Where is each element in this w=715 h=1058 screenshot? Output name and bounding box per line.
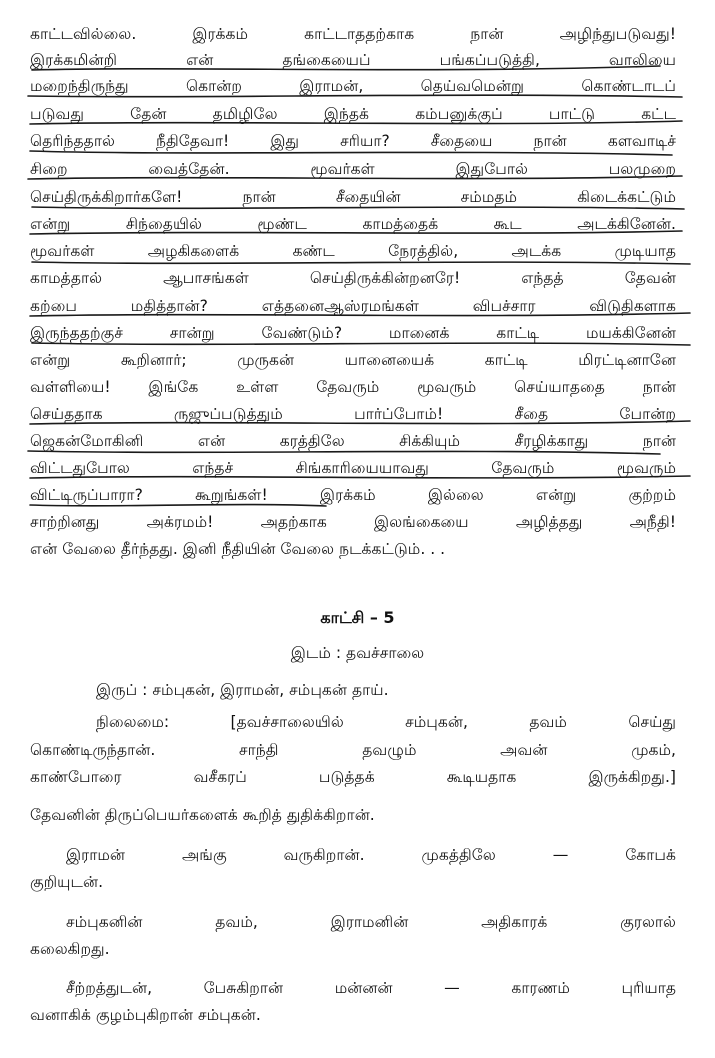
characters-present: இருப் : சம்புகன், இராமன், சம்புகன் தாய். (96, 681, 389, 699)
dialogue-line: கற்பை மதித்தான்? எத்தனைஆஸ்ரமங்கள் விபச்சார விடுதிகளாக (30, 297, 676, 315)
situation-line: காண்போரை வசீகரப் படுத்தக் கூடியதாக இருக்கிறது.] (30, 768, 676, 786)
dialogue-line: காமத்தால் ஆபாசங்கள் செய்திருக்கின்றனரே! எந்தத் தேவன் (30, 269, 676, 287)
pen-underline (28, 451, 660, 454)
dialogue-line: படுவது தேன் தமிழிலே இந்தக் கம்பனுக்குப் பாட்டு கட்ட (30, 105, 676, 123)
dialogue-line: காட்டவில்லை. இரக்கம் காட்டாததற்காக நான் அழிந்துபடுவது! (30, 25, 676, 43)
king-speaks-line: சீற்றத்துடன், பேசுகிறான் மன்னன் — காரணம் புரியாத (66, 979, 676, 997)
dialogue-line: வள்ளியை! இங்கே உள்ள தேவரும் மூவரும் செய்யாததை நான் (30, 378, 676, 396)
dialogue-line: விட்டிருப்பாரா? கூறுங்கள்! இரக்கம் இல்லை என்று குற்றம் (30, 486, 676, 504)
dialogue-line: தெரிந்ததால் நீதிதேவா! இது சரியா? சீதையை நான் களவாடிச் (30, 132, 676, 150)
dialogue-line: சிறை வைத்தேன். மூவர்கள் இதுபோல் பலமுறை (30, 160, 676, 178)
dialogue-line: என்று சிந்தையில் மூண்ட காமத்தைக் கூட அடக்கினேன். (30, 215, 676, 233)
pen-underline (32, 343, 690, 345)
pen-underline (30, 151, 672, 155)
praise-line: தேவனின் திருப்பெயர்களைக் கூறித் துதிக்கிறான். (30, 806, 375, 824)
king-speaks-line: வனாகிக் குழம்புகிறான் சம்புகன். (30, 1006, 261, 1024)
dialogue-line: இருந்ததற்குச் சான்று வேண்டும்? மானைக் காட்டி மயக்கினேன் (30, 324, 676, 342)
dialogue-line: சாற்றினது அக்ரமம்! அதற்காக இலங்கையை அழித்தது அநீதி! (30, 513, 676, 531)
scene-place: இடம் : தவச்சாலை (290, 644, 425, 662)
dialogue-line: என் வேலை தீர்ந்தது. இனி நீதியின் வேலை நடக்கட்டும். . . (30, 540, 446, 558)
dialogue-line: செய்திருக்கிறார்களே! நான் சீதையின் சம்மதம் கிடைக்கட்டும் (30, 188, 676, 206)
penance-line: சம்புகனின் தவம், இராமனின் அதிகாரக் குரலால் (66, 913, 676, 931)
rama-arrives-line: குறியுடன். (30, 873, 104, 891)
scene-heading: காட்சி – 5 (320, 608, 395, 627)
dialogue-line: மூவர்கள் அழகிகளைக் கண்ட நேரத்தில், அடக்க முடியாத (30, 242, 676, 260)
dialogue-line: மறைந்திருந்து கொன்ற இராமன், தெய்வமென்று கொண்டாடப் (30, 77, 676, 95)
penance-line: கலைகிறது. (30, 940, 110, 958)
dialogue-line: விட்டதுபோல எந்தச் சிங்காரியையாவது தேவரும் மூவரும் (30, 459, 676, 477)
dialogue-line: ஜெகன்மோகினி என் கரத்திலே சிக்கியும் சீரழிக்காது நான் (30, 432, 676, 450)
situation-line: நிலைமை: [தவச்சாலையில் சம்புகன், தவம் செய்து (96, 713, 676, 731)
dialogue-line: இரக்கமின்றி என் தங்கையைப் பங்கப்படுத்தி, வாலியை (30, 51, 676, 69)
pen-underline (32, 262, 690, 264)
rama-arrives-line: இராமன் அங்கு வருகிறான். முகத்திலே — கோபக் (66, 846, 676, 864)
dialogue-line: என்று கூறினார்; முருகன் யானையைக் காட்டி மிரட்டினானே (30, 351, 676, 369)
pen-underline (32, 207, 684, 209)
situation-line: கொண்டிருந்தான். சாந்தி தவழும் அவன் முகம், (30, 741, 676, 759)
dialogue-line: செய்ததாக ருஜுப்படுத்தும் பார்ப்போம்! சீதை போன்ற (30, 405, 676, 423)
